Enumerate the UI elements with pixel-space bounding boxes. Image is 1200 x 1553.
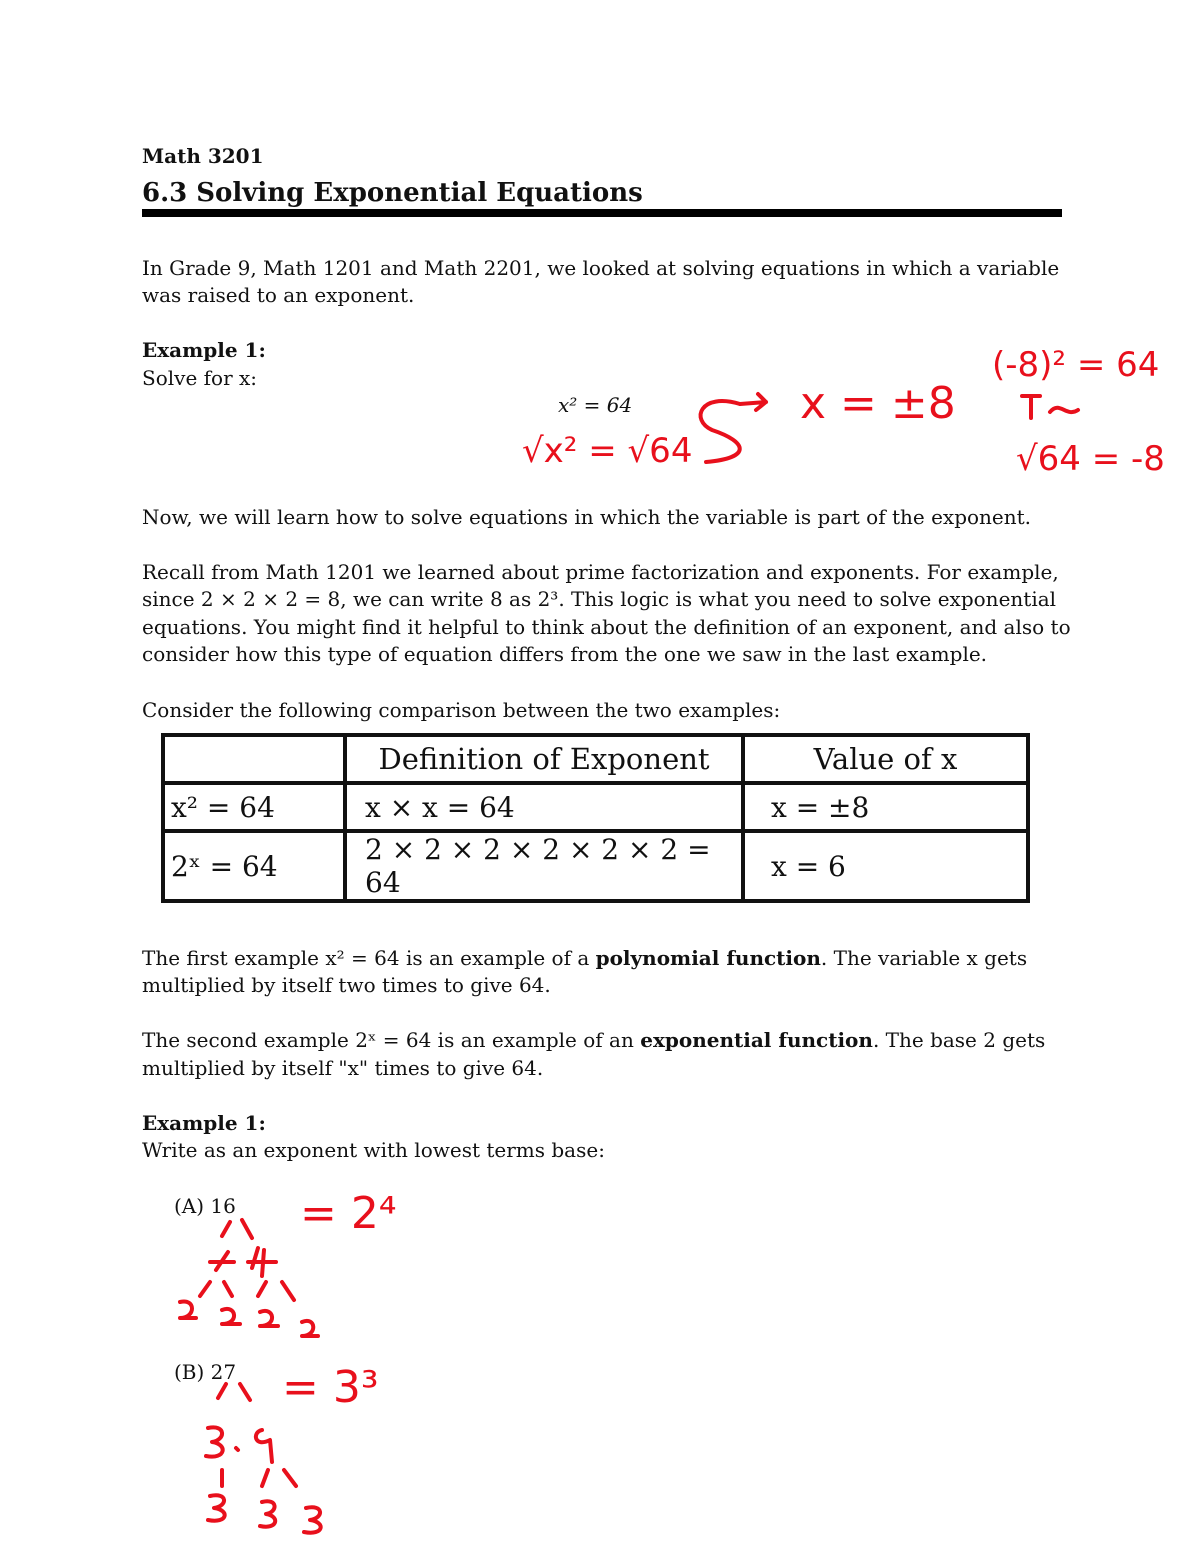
hw-arrowhead [740,394,766,410]
hw-tree-b-branch-1 [218,1384,250,1400]
consider-text: Consider the following comparison between the two examples: [142,698,781,722]
table-cell: x × x = 64 [345,783,743,831]
recall-line-1: Recall from Math 1201 we learned about prime factorization and exponents. For example, [142,560,1059,584]
course-label: Math 3201 [142,144,264,168]
hw-tree-a-branch-2 [200,1282,294,1300]
para-first-line-2: multiplied by itself two times to give 64. [142,973,551,997]
para-second-line-2: multiplied by itself "x" times to give 64. [142,1056,544,1080]
polynomial-function-term: polynomial function [595,946,821,970]
exponential-function-term: exponential function [640,1028,873,1052]
recall-line-2: since 2 × 2 × 2 = 8, we can write 8 as 2³. This logic is what you need to solve exponential [142,587,1057,611]
table-header-cell: Value of x [743,735,1028,783]
page-title: 6.3 Solving Exponential Equations [142,178,643,208]
table-cell: 2 × 2 × 2 × 2 × 2 × 2 = 64 [345,831,743,901]
table-cell: 2ˣ = 64 [163,831,345,901]
table-cell: x² = 64 [163,783,345,831]
table-header-cell: Definition of Exponent [345,735,743,783]
hw-check-1: (-8)² = 64 [992,345,1160,385]
hw-scribble [1022,396,1078,418]
hw-tree-b-three-nine [206,1427,272,1462]
hw-tree-b-threes [208,1495,321,1532]
table-cell: x = 6 [743,831,1028,901]
hw-part-b-answer: = 3³ [282,1362,379,1413]
para-first-line-1: The first example x² = 64 is an example of a polynomial function. The variable x gets [142,946,1028,970]
part-b-label: (B) 27 [174,1360,237,1384]
hw-curved-arrow [701,401,740,462]
part-a-label: (A) 16 [174,1194,236,1218]
table-cell: x = ±8 [743,783,1028,831]
now-text: Now, we will learn how to solve equations in which the variable is part of the exponent. [142,505,1032,529]
example-2-instruction: Write as an exponent with lowest terms base: [142,1138,605,1162]
hw-check-2: √64 = -8 [1016,439,1165,479]
hw-sqrt-note: √x² = √64 [522,431,693,471]
recall-line-4: consider how this type of equation differs from the one we saw in the last example. [142,642,988,666]
intro-line-2: was raised to an exponent. [142,283,415,307]
example-1-heading: Example 1: [142,338,266,362]
example-1-instruction: Solve for x: [142,366,258,390]
hw-part-a-answer: = 2⁴ [300,1188,397,1239]
intro-line-1: In Grade 9, Math 1201 and Math 2201, we looked at solving equations in which a variable [142,256,1060,280]
hw-tree-a-branch-1 [222,1220,252,1238]
para-second-line-1: The second example 2ˣ = 64 is an example of an exponential function. The base 2 gets [142,1028,1046,1052]
hw-tree-a-fours [210,1248,276,1276]
example-2-heading: Example 1: [142,1111,266,1135]
recall-line-3: equations. You might find it helpful to think about the definition of an exponent, and also to [142,615,1071,639]
hw-tree-b-branch-2 [222,1470,296,1486]
hw-answer: x = ±8 [800,378,956,429]
hw-tree-a-twos [180,1301,318,1336]
example-1-equation: x² = 64 [558,393,633,417]
